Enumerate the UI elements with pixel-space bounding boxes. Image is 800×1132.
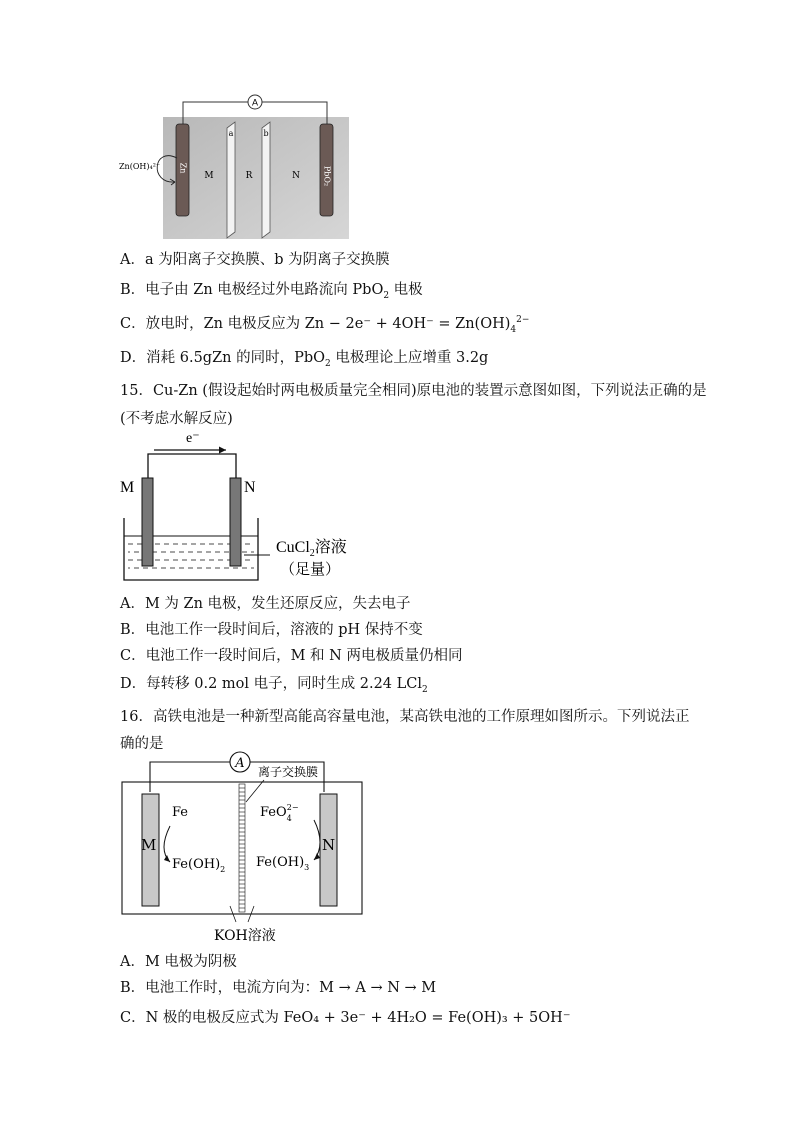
feoh2-label: $Fe(OH)_2$ (172, 857, 226, 874)
pbo2-label: PbO₂ (322, 165, 332, 187)
q16-option-b: B．电池工作时，电流方向为：M → A → N → M (120, 980, 437, 996)
feoh3-label: $Fe(OH)_3$ (256, 855, 310, 872)
solution-note: （足量） (280, 560, 341, 578)
q14-option-c: C．放电时，Zn 电极反应为 $Zn - 2e^- + 4OH^- = Zn(OH)_4^{2-}$ (120, 315, 530, 335)
q15-stem-line1: 15．Cu-Zn (假设起始时两电极质量完全相同)原电池的装置示意图如图，下列说法正确的是 (120, 383, 707, 399)
external-wire (148, 454, 236, 478)
electrode-n-label: N (244, 479, 256, 496)
koh-label: KOH溶液 (214, 928, 276, 944)
electrode-n-label: N (322, 836, 336, 854)
membrane-label: 离子交换膜 (258, 765, 319, 779)
q14-option-d: D．消耗 6.5gZn 的同时，PbO$_2$ 电极理论上应增重 3.2g (120, 350, 489, 369)
solution-label: CuCl$_2$溶液 (276, 539, 347, 559)
q15-option-c: C．电池工作一段时间后，M 和 N 两电极质量仍相同 (120, 648, 463, 664)
electrode-m (142, 478, 153, 566)
feo4-label: FeO$_4$2− (260, 803, 299, 823)
q16-option-c: C．N 极的电极反应式为 FeO₄ + 3e⁻ + 4H₂O = Fe(OH)₃ + 5OH⁻ (120, 1010, 571, 1026)
q16-stem-line2: 确的是 (120, 736, 164, 752)
ammeter-label: A (235, 756, 245, 771)
fe-label: Fe (172, 805, 189, 820)
q16-option-a: A．M 电极为阴极 (120, 954, 237, 970)
figure-cu-zn-cell (118, 428, 378, 588)
q16-stem-line1: 16．高铁电池是一种新型高能高容量电池，某高铁电池的工作原理如图所示。下列说法正 (120, 709, 690, 725)
figure-lead-battery-cell (115, 92, 355, 242)
zincate-label: Zn(OH)₄²⁻ (119, 162, 161, 171)
membrane-a-label: a (228, 129, 234, 138)
region-n-label: N (292, 171, 300, 181)
membrane-a (227, 122, 235, 238)
q15-option-b: B．电池工作一段时间后，溶液的 pH 保持不变 (120, 622, 423, 638)
q15-option-a: A．M 为 Zn 电极，发生还原反应，失去电子 (120, 596, 411, 612)
region-r-label: R (245, 171, 253, 181)
q14-option-a: A．a 为阳离子交换膜、b 为阴离子交换膜 (120, 252, 390, 268)
membrane-b (262, 122, 270, 238)
zn-label: Zn (178, 162, 188, 174)
q15-option-d: D．每转移 0.2 mol 电子，同时生成 2.24 LCl$_2$ (120, 676, 428, 695)
electrode-m-label: M (120, 479, 135, 496)
membrane-b-label: b (263, 129, 269, 138)
figure-ferrate-battery (118, 750, 368, 945)
electron-arrowhead (219, 447, 226, 454)
q14-option-b: B．电子由 Zn 电极经过外电路流向 PbO$_2$ 电极 (120, 282, 423, 301)
electrode-m-label: M (141, 836, 157, 854)
q15-stem-line2: (不考虑水解反应) (120, 411, 233, 427)
region-m-label: M (204, 171, 214, 181)
left-reaction-arrowhead (164, 855, 170, 862)
membrane-leader (246, 780, 264, 802)
electron-label: e⁻ (186, 431, 200, 446)
ammeter-label: A (251, 97, 259, 108)
electrode-n (230, 478, 241, 566)
right-reaction-arrowhead (314, 853, 320, 860)
